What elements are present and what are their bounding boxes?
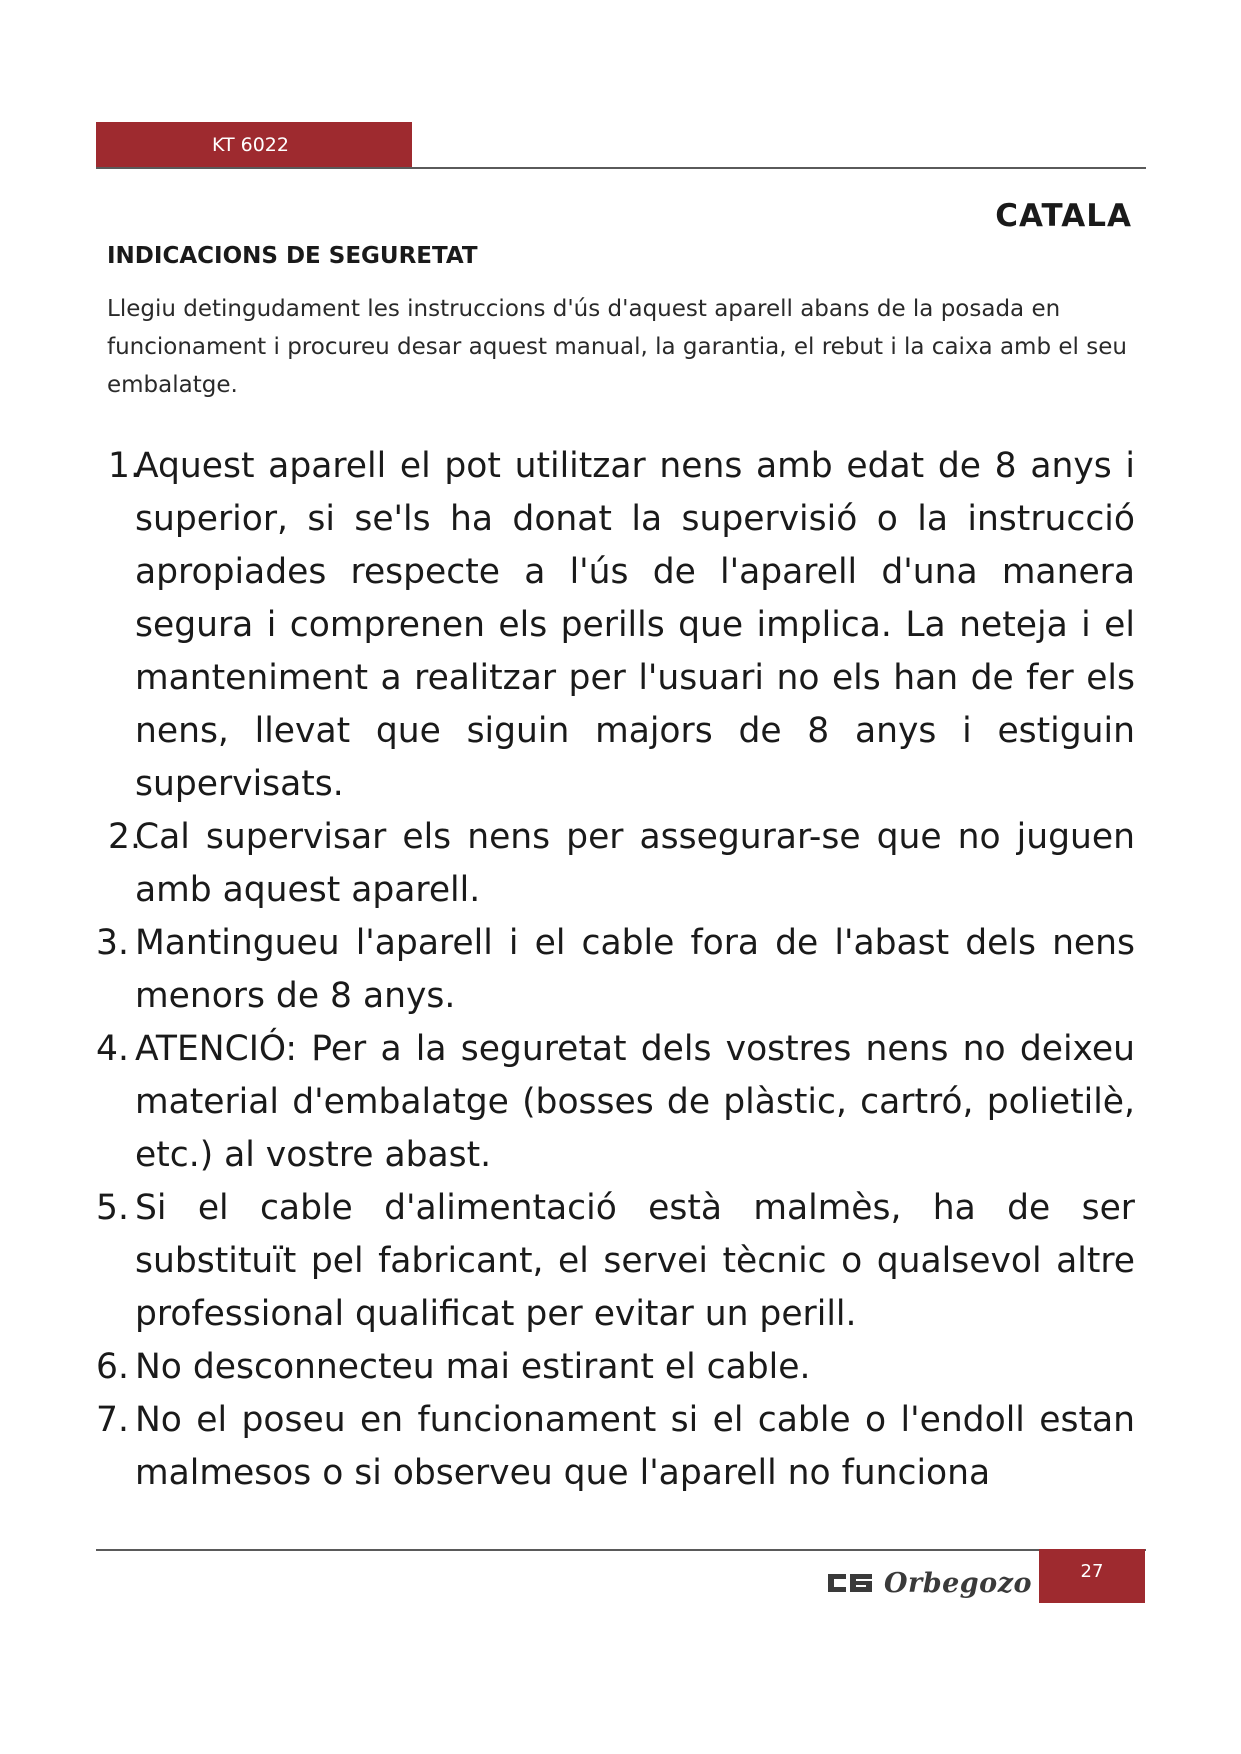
intro-paragraph: Llegiu detingudament les instruccions d'ús d'aquest aparell abans de la posada en funcionament i procureu desar aquest manual, la garantia, el rebut i la caixa amb el seu embalatge. <box>107 296 1127 398</box>
item-number: 2. <box>108 817 141 857</box>
brand-mark-icon <box>826 1571 874 1595</box>
item-number: 7. <box>96 1400 129 1440</box>
header-divider <box>96 167 1146 169</box>
item-number: 1. <box>108 446 141 486</box>
list-item <box>0 917 1135 1023</box>
item-text: Aquest aparell el pot utilitzar nens amb edat de 8 anys i superior, si se'ls ha donat la supervisió o la instrucció apropiades respecte a l'ús de l'aparell d'una manera segura i comprenen els perills que implica. La neteja i el manteniment a realitzar per l'usuari no els han de fer els nens, llevat que siguin majors de 8 anys i estiguin supervisats. <box>135 446 1135 804</box>
page-number-badge <box>1039 1549 1145 1603</box>
brand-logo <box>826 1560 1032 1606</box>
item-text: Si el cable d'alimentació està malmès, ha de ser substituït pel fabricant, el servei tècnic o qualsevol altre professional qualificat per evitar un perill. <box>135 1188 1135 1334</box>
item-number: 3. <box>96 923 129 963</box>
section-heading: INDICACIONS DE SEGURETAT <box>107 243 478 269</box>
item-number: 5. <box>96 1188 129 1228</box>
list-item <box>0 1394 1135 1500</box>
item-number: 6. <box>96 1347 129 1387</box>
item-text: ATENCIÓ: Per a la seguretat dels vostres nens no deixeu material d'embalatge (bosses de plàstic, cartró, polietilè, etc.) al vostre abast. <box>135 1029 1135 1175</box>
language-title: CATALA <box>995 198 1132 234</box>
item-number: 4. <box>96 1029 129 1069</box>
item-text: Cal supervisar els nens per assegurar-se que no juguen amb aquest aparell. <box>135 817 1135 910</box>
page-number: 27 <box>1080 1561 1104 1582</box>
list-item <box>0 440 1135 811</box>
safety-list <box>0 440 1241 1500</box>
item-text: No el poseu en funcionament si el cable o l'endoll estan malmesos o si observeu que l'aparell no funciona <box>135 1400 1135 1493</box>
model-label: KT 6022 <box>212 134 289 156</box>
list-item <box>0 1023 1135 1182</box>
list-item <box>0 1182 1135 1341</box>
model-header-tab <box>96 122 412 168</box>
list-item <box>0 811 1135 917</box>
footer-divider <box>96 1549 1146 1551</box>
item-text: Mantingueu l'aparell i el cable fora de l'abast dels nens menors de 8 anys. <box>135 923 1135 1016</box>
item-text: No desconnecteu mai estirant el cable. <box>135 1347 811 1387</box>
list-item <box>0 1341 1135 1394</box>
brand-name: Orbegozo <box>884 1567 1033 1599</box>
